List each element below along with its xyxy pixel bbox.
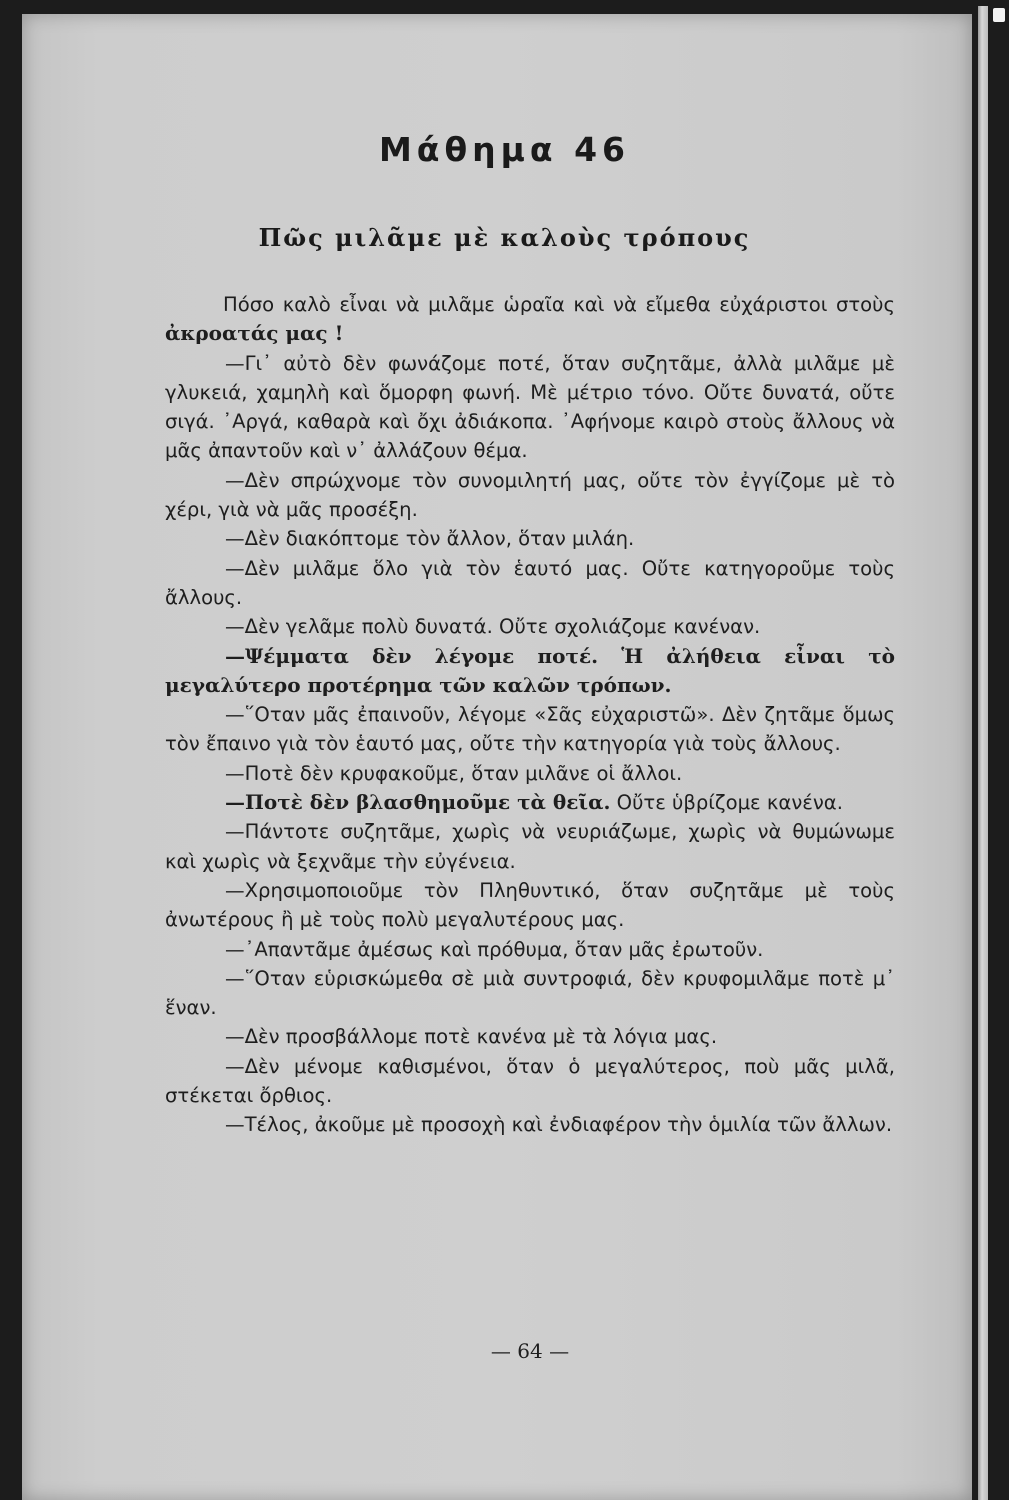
lesson-subtitle: Πῶς μιλᾶμε μὲ καλοὺς τρόπους <box>258 223 751 252</box>
paragraph: —Δὲν σπρώχνομε τὸν συνομιλητή μας, οὔτε τὸν ἐγγίζομε μὲ τὸ χέρι, γιὰ νὰ μᾶς προσέξη. <box>165 468 895 522</box>
paragraph: —Δὲν γελᾶμε πολὺ δυνατά. Οὔτε σχολιάζομε κανέναν. <box>225 615 761 639</box>
paragraph: —Δὲν μένομε καθισμένοι, ὅταν ὁ μεγαλύτερος, ποὺ μᾶς μιλᾶ, στέκεται ὄρθιος. <box>165 1054 895 1108</box>
paragraph: —Δὲν μιλᾶμε ὅλο γιὰ τὸν ἑαυτό μας. Οὔτε κατηγοροῦμε τοὺς ἄλλους. <box>165 556 895 609</box>
corner-mark <box>993 8 1005 22</box>
paragraph: —Δὲν προσβάλλομε ποτὲ κανένα μὲ τὰ λόγια μας. <box>225 1025 718 1049</box>
bold-paragraph: —Ψέμματα δὲν λέγομε ποτέ. Ἡ ἀλήθεια εἶναι τὸ μεγαλύτερο προτέρημα τῶν καλῶν τρόπων. <box>165 643 895 697</box>
mixed-paragraph <box>165 788 895 817</box>
paragraph: —Τέλος, ἀκοῦμε μὲ προσοχὴ καὶ ἐνδιαφέρον τὴν ὁμιλία τῶν ἄλλων. <box>225 1113 893 1137</box>
page-number: — 64 — <box>490 1339 570 1363</box>
paragraph: —῞Οταν μᾶς ἐπαινοῦν, λέγομε «Σᾶς εὐχαριστῶ». Δὲν ζητᾶμε ὅμως τὸν ἔπαινο γιὰ τὸν ἑαυτό μας, οὔτε τὴν κατηγορία γιὰ τοὺς ἄλλους. <box>165 703 895 756</box>
intro-paragraph <box>165 290 895 349</box>
lesson-title: Μάθημα 46 <box>378 130 631 169</box>
paragraph: —῞Οταν εὑρισκώμεθα σὲ μιὰ συντροφιά, δὲν κρυφομιλᾶμε ποτὲ μ᾿ ἕναν. <box>165 966 895 1020</box>
paragraph: —Δὲν διακόπτομε τὸν ἄλλον, ὅταν μιλάη. <box>225 527 635 551</box>
paragraph: —᾿Απαντᾶμε ἀμέσως καὶ πρόθυμα, ὅταν μᾶς ἐρωτοῦν. <box>225 937 764 961</box>
mixed-bold: —Ποτὲ δὲν βλασθημοῦμε τὰ θεῖα. <box>225 790 611 815</box>
paragraph: —Γι᾿ αὐτὸ δὲν φωνάζομε ποτέ, ὅταν συζητᾶμε, ἀλλὰ μιλᾶμε μὲ γλυκειά, χαμηλὴ καὶ ὅμορφη φωνή. Μὲ μέτριο τόνο. Οὔτε δυνατά, οὔτε σιγά. ᾿Αργά, καθαρὰ καὶ ὄχι ἀδιάκοπα. ᾿Αφήνομε καιρὸ στοὺς ἄλλους νὰ μᾶς ἀπαντοῦν καὶ ν᾿ ἀλλάζουν θέμα. <box>165 351 895 463</box>
paragraph: —Ποτὲ δὲν κρυφακοῦμε, ὅταν μιλᾶνε οἱ ἄλλοι. <box>225 761 683 785</box>
lesson-body <box>165 290 895 1140</box>
paragraph: —Χρησιμοποιοῦμε τὸν Πληθυντικό, ὅταν συζητᾶμε μὲ τοὺς ἀνωτέρους ἢ μὲ τοὺς πολὺ μεγαλυτέρους μας. <box>165 878 895 932</box>
mixed-text: Οὔτε ὑβρίζομε κανένα. <box>610 791 843 815</box>
intro-text: Πόσο καλὸ εἶναι νὰ μιλᾶμε ὡραῖα καὶ νὰ εἴμεθα εὐχάριστοι στοὺς <box>223 293 895 316</box>
paragraph: —Πάντοτε συζητᾶμε, χωρὶς νὰ νευριάζωμε, χωρὶς νὰ θυμώνωμε καὶ χωρὶς νὰ ξεχνᾶμε τὴν εὐγένεια. <box>165 820 895 873</box>
intro-bold: ἀκροατάς μας ! <box>165 321 344 346</box>
